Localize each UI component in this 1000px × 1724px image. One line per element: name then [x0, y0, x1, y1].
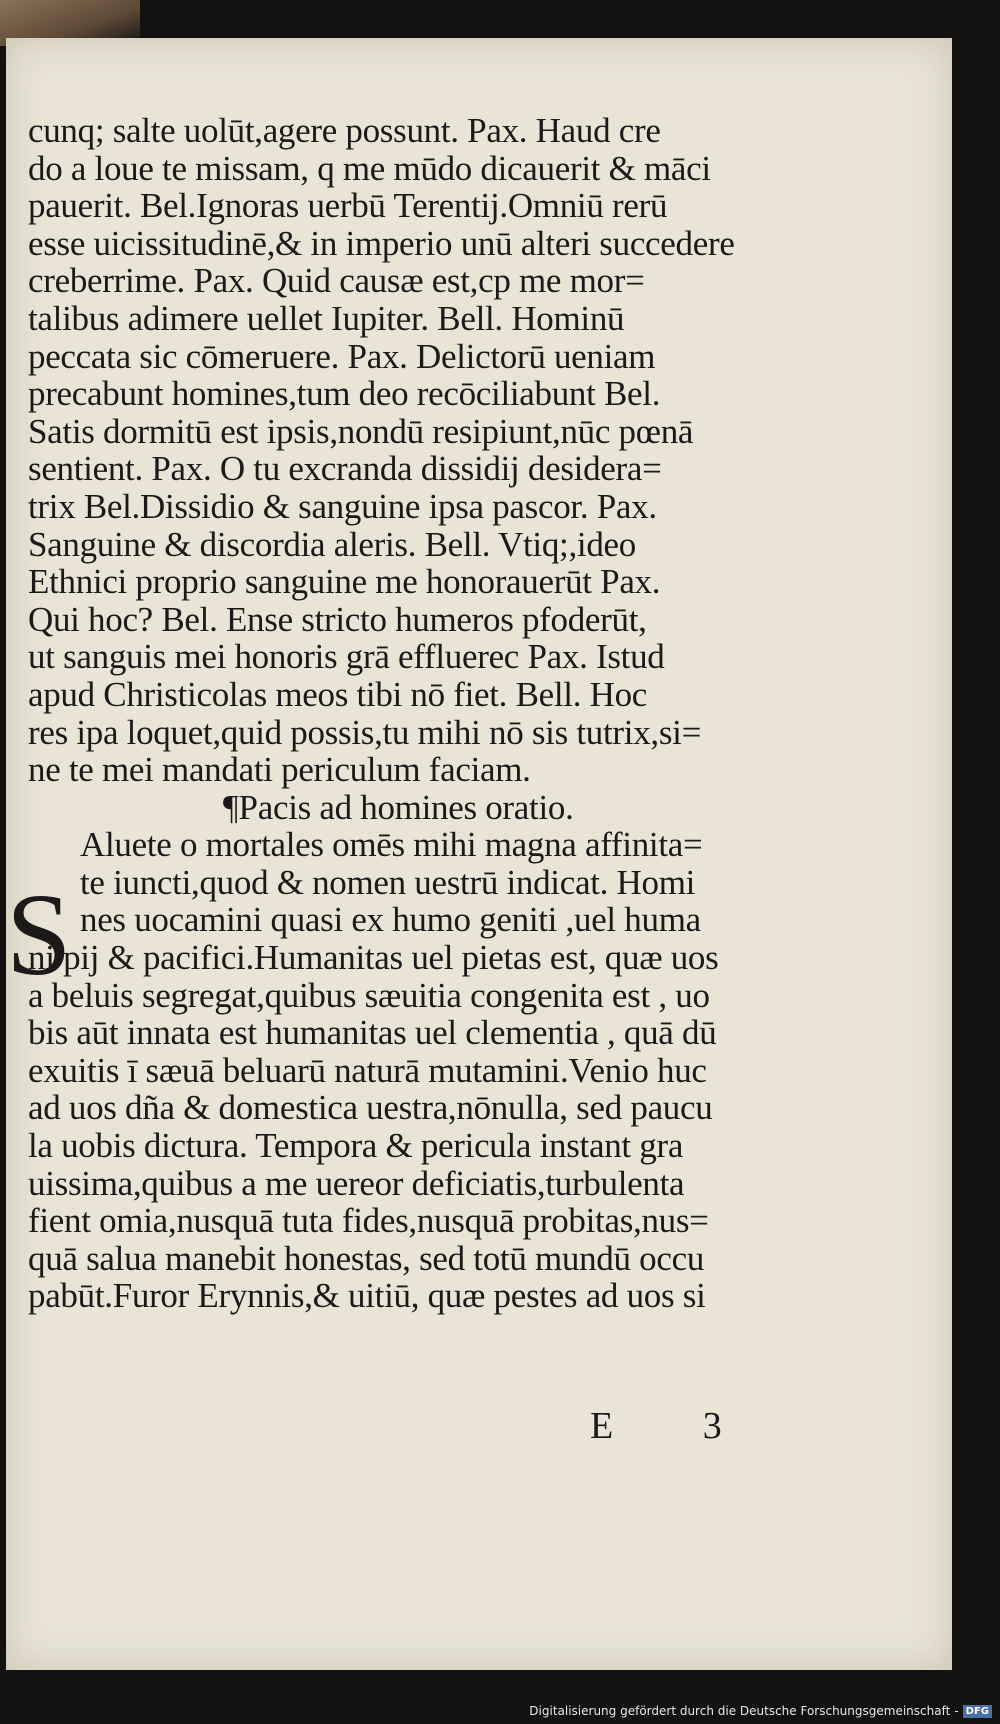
- page-text: [28, 112, 848, 1315]
- text-line: cunq; salte uolūt,agere possunt. Pax. Haud cre: [28, 111, 661, 150]
- text-line: res ipa loquet,quid possis,tu mihi nō sis tutrix,si=: [28, 712, 702, 752]
- funding-footer: [529, 1704, 992, 1718]
- oration-line: nes uocamini quasi ex humo geniti ,uel huma: [80, 900, 701, 940]
- text-line: ut sanguis mei honoris grā effluerec Pax. Istud: [28, 637, 665, 677]
- oration-line: pabūt.Furor Erynnis,& uitiū, quæ pestes ad uos si: [28, 1276, 706, 1316]
- oration-line: bis aūt innata est humanitas uel clementia , quā dū: [28, 1013, 717, 1053]
- oration-line: fient omia,nusquā tuta fides,nusquā probitas,nus=: [28, 1201, 709, 1241]
- text-line: creberrime. Pax. Quid causæ est,cp me mor=: [28, 261, 645, 301]
- text-line: Qui hoc? Bel. Ense stricto humeros pfoderūt,: [28, 599, 647, 639]
- oration-line: te iuncti,quod & nomen uestrū indicat. Homi: [80, 862, 696, 902]
- text-line: peccata sic cōmeruere. Pax. Delictorū ueniam: [28, 336, 656, 376]
- text-line: Satis dormitū est ipsis,nondū resipiunt,nūc pœnā: [28, 411, 694, 451]
- text-line: esse uicissitudinē,& in imperio unū alteri succedere: [28, 223, 735, 263]
- oration-line: ad uos dña & domestica uestra,nōnulla, sed paucu: [28, 1088, 713, 1128]
- text-line: do a loue te missam, q me mūdo dicauerit & māci: [28, 148, 711, 188]
- text-line: talibus adimere uellet Iupiter. Bell. Hominū: [28, 298, 625, 338]
- footer-text: Digitalisierung gefördert durch die Deutsche Forschungsgemeinschaft: [529, 1704, 951, 1718]
- footer-separator: -: [954, 1704, 959, 1718]
- oration-line: quā salua manebit honestas, sed totū mundū occu: [28, 1238, 705, 1278]
- text-line: Sanguine & discordia aleris. Bell. Vtiq;,ideo: [28, 524, 636, 564]
- oration-line: uissima,quibus a me uereor deficiatis,turbulenta: [28, 1163, 685, 1203]
- text-line: trix Bel.Dissidio & sanguine ipsa pascor. Pax.: [28, 486, 657, 526]
- text-line: apud Christicolas meos tibi nō fiet. Bell. Hoc: [28, 674, 648, 714]
- text-line: Ethnici proprio sanguine me honorauerūt Pax.: [28, 562, 661, 602]
- dfg-logo: DFG: [963, 1705, 992, 1718]
- oration-line: ni pij & pacifici.Humanitas uel pietas est, quæ uos: [28, 938, 719, 978]
- oration-line: a beluis segregat,quibus sæuitia congenita est , uo: [28, 975, 710, 1015]
- signature-mark: E 3: [590, 1405, 762, 1447]
- text-line: precabunt homines,tum deo recōciliabunt Bel.: [28, 374, 661, 414]
- text-line: pauerit. Bel.Ignoras uerbū Terentij.Omniū rerū: [28, 186, 668, 226]
- oration-line: Aluete o mortales omēs mihi magna affinita=: [80, 825, 703, 865]
- text-line: sentient. Pax. O tu excranda dissidij desidera=: [28, 449, 662, 489]
- section-heading: ¶Pacis ad homines oratio.: [223, 787, 574, 827]
- oration-line: exuitis ī sæuā beluarū naturā mutamini.Venio huc: [28, 1050, 707, 1090]
- text-line: ne te mei mandati periculum faciam.: [28, 750, 531, 790]
- drop-cap: S: [6, 869, 72, 1000]
- oration-line: la uobis dictura. Tempora & pericula instant gra: [28, 1126, 684, 1166]
